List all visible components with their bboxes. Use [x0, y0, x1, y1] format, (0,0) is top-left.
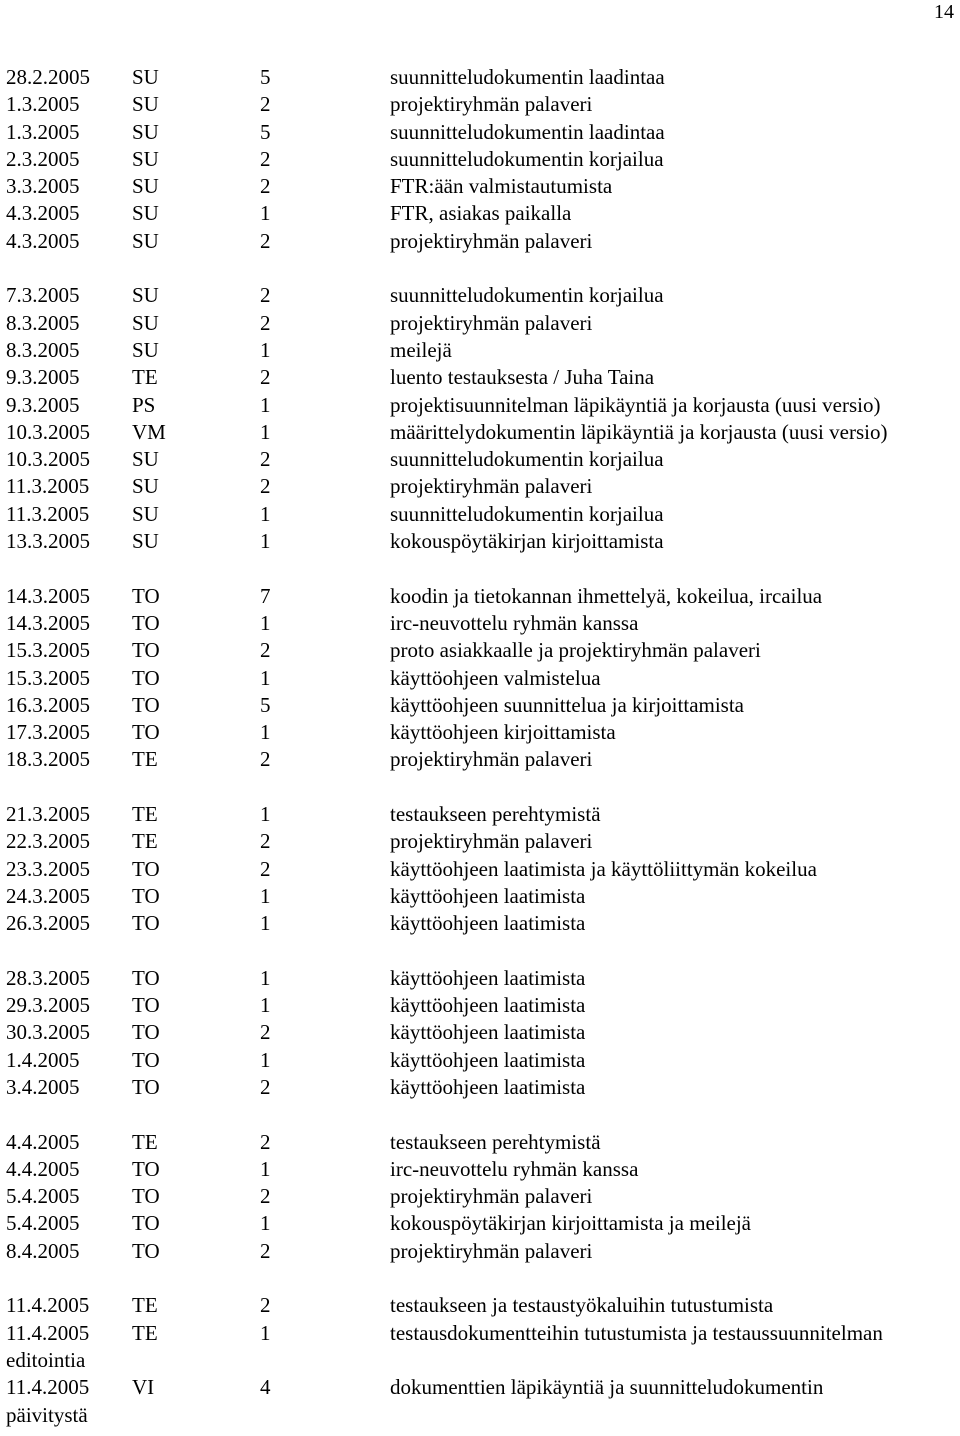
entry-hours: 1 [260, 1047, 271, 1072]
log-entry [6, 282, 956, 309]
log-entry [6, 856, 956, 883]
entry-date: 11.3.2005 [6, 474, 90, 499]
entry-code: TO [132, 638, 160, 663]
entry-code: SU [132, 501, 159, 526]
entry-task: testaukseen ja testaustyökaluihin tutustumista [390, 1293, 774, 1318]
entry-date: 2.3.2005 [6, 146, 80, 171]
entry-hours: 1 [260, 1156, 271, 1181]
entry-date: 1.4.2005 [6, 1047, 80, 1072]
entry-task: projektiryhmän palaveri [390, 310, 593, 335]
log-entry [6, 392, 956, 419]
entry-code: VI [132, 1375, 155, 1400]
entry-task: suunnitteludokumentin laadintaa [390, 119, 665, 144]
log-entry [6, 337, 956, 364]
entry-code: TE [132, 1293, 158, 1318]
log-entry [6, 692, 956, 719]
log-entry [6, 1374, 956, 1429]
log-entry [6, 583, 956, 610]
entry-task: käyttöohjeen laatimista [390, 883, 586, 908]
entry-task: projektiryhmän palaveri [390, 228, 593, 253]
log-entry [6, 1156, 956, 1183]
entry-task: koodin ja tietokannan ihmettelyä, kokeilua, ircailua [390, 583, 823, 608]
log-entry [6, 1019, 956, 1046]
entry-task: meilejä [390, 337, 452, 362]
entry-task: FTR, asiakas paikalla [390, 201, 572, 226]
entry-hours: 5 [260, 692, 271, 717]
page-number: 14 [934, 1, 954, 23]
entry-date: 3.3.2005 [6, 174, 80, 199]
entry-hours: 1 [260, 720, 271, 745]
entry-code: SU [132, 65, 159, 89]
entry-task-continuation: päivitystä [6, 1402, 88, 1427]
entry-date: 11.4.2005 [6, 1375, 90, 1400]
entry-date: 28.2.2005 [6, 65, 90, 89]
log-entry [6, 1238, 956, 1265]
entry-task: irc-neuvottelu ryhmän kanssa [390, 1156, 639, 1181]
entry-date: 4.3.2005 [6, 201, 80, 226]
entry-code: TO [132, 1184, 160, 1209]
entry-code: SU [132, 283, 159, 308]
entry-hours: 2 [260, 92, 271, 117]
entry-task: proto asiakkaalle ja projektiryhmän palaveri [390, 638, 761, 663]
entry-date: 15.3.2005 [6, 638, 90, 663]
entry-code: TO [132, 1074, 160, 1099]
entry-task: käyttöohjeen laatimista [390, 911, 586, 936]
entry-date: 24.3.2005 [6, 883, 90, 908]
entry-hours: 2 [260, 747, 271, 772]
entry-date: 16.3.2005 [6, 692, 90, 717]
entry-code: TE [132, 1129, 158, 1154]
log-entry [6, 501, 956, 528]
entry-date: 1.3.2005 [6, 119, 80, 144]
entry-hours: 1 [260, 337, 271, 362]
log-entry [6, 1292, 956, 1319]
entry-task: käyttöohjeen suunnittelua ja kirjoittamista [390, 692, 745, 717]
entry-code: TO [132, 856, 160, 881]
log-entry [6, 64, 956, 91]
entry-date: 13.3.2005 [6, 529, 90, 554]
entry-code: TO [132, 965, 160, 990]
entry-date: 8.3.2005 [6, 310, 80, 335]
log-entry [6, 419, 956, 446]
entry-code: TO [132, 883, 160, 908]
entry-date: 30.3.2005 [6, 1020, 90, 1045]
entry-task: käyttöohjeen laatimista [390, 965, 586, 990]
entry-code: TO [132, 665, 160, 690]
entry-task: käyttöohjeen laatimista ja käyttöliittymän kokeilua [390, 856, 817, 881]
entry-date: 14.3.2005 [6, 583, 90, 608]
log-entry [6, 146, 956, 173]
log-entry [6, 119, 956, 146]
entry-date: 28.3.2005 [6, 965, 90, 990]
entry-date: 9.3.2005 [6, 365, 80, 390]
log-entry [6, 91, 956, 118]
log-entry [6, 637, 956, 664]
entry-date: 18.3.2005 [6, 747, 90, 772]
entry-task: dokumenttien läpikäyntiä ja suunnitteludokumentin [390, 1375, 824, 1400]
entry-code: SU [132, 529, 159, 554]
log-entry [6, 200, 956, 227]
entry-code: TO [132, 692, 160, 717]
entry-hours: 2 [260, 365, 271, 390]
entry-hours: 2 [260, 1293, 271, 1318]
entry-date: 7.3.2005 [6, 283, 80, 308]
entry-date: 14.3.2005 [6, 610, 90, 635]
entry-task-continuation: editointia [6, 1347, 86, 1372]
entry-task: suunnitteludokumentin korjailua [390, 501, 664, 526]
entry-hours: 2 [260, 1074, 271, 1099]
entry-task: käyttöohjeen laatimista [390, 1047, 586, 1072]
entry-code: TE [132, 365, 158, 390]
entry-task: projektisuunnitelman läpikäyntiä ja korjausta (uusi versio) [390, 392, 881, 417]
entry-task: irc-neuvottelu ryhmän kanssa [390, 610, 639, 635]
entry-task: käyttöohjeen valmistelua [390, 665, 601, 690]
entry-hours: 1 [260, 665, 271, 690]
entry-code: SU [132, 174, 159, 199]
entry-hours: 2 [260, 174, 271, 199]
log-entry [6, 473, 956, 500]
entry-task: projektiryhmän palaveri [390, 747, 593, 772]
entry-hours: 1 [260, 1211, 271, 1236]
entry-date: 29.3.2005 [6, 993, 90, 1018]
entry-code: TO [132, 720, 160, 745]
entry-hours: 2 [260, 856, 271, 881]
entry-date: 15.3.2005 [6, 665, 90, 690]
log-entry [6, 310, 956, 337]
entry-hours: 1 [260, 883, 271, 908]
entry-hours: 2 [260, 447, 271, 472]
entry-date: 4.4.2005 [6, 1129, 80, 1154]
entry-code: TO [132, 993, 160, 1018]
log-entry [6, 1210, 956, 1237]
log-entry [6, 1320, 956, 1375]
entry-hours: 1 [260, 802, 271, 827]
log-entry [6, 801, 956, 828]
log-entry [6, 965, 956, 992]
entry-code: SU [132, 119, 159, 144]
entry-date: 3.4.2005 [6, 1074, 80, 1099]
entry-code: TE [132, 802, 158, 827]
entry-date: 8.3.2005 [6, 337, 80, 362]
entry-date: 8.4.2005 [6, 1238, 80, 1263]
entry-code: TO [132, 911, 160, 936]
entry-task: käyttöohjeen laatimista [390, 1020, 586, 1045]
entry-hours: 1 [260, 201, 271, 226]
entry-task: testaukseen perehtymistä [390, 802, 601, 827]
entry-date: 23.3.2005 [6, 856, 90, 881]
entry-date: 26.3.2005 [6, 911, 90, 936]
entry-code: PS [132, 392, 156, 417]
entry-task: käyttöohjeen laatimista [390, 993, 586, 1018]
entry-task: FTR:ään valmistautumista [390, 174, 613, 199]
entry-code: SU [132, 447, 159, 472]
entry-task: suunnitteludokumentin korjailua [390, 146, 664, 171]
log-entry [6, 883, 956, 910]
log-entry [6, 446, 956, 473]
entry-task: kokouspöytäkirjan kirjoittamista ja meilejä [390, 1211, 751, 1236]
entry-hours: 1 [260, 911, 271, 936]
entry-hours: 1 [260, 419, 271, 444]
entry-date: 4.3.2005 [6, 228, 80, 253]
log-entry [6, 1183, 956, 1210]
log-entry [6, 173, 956, 200]
entry-hours: 2 [260, 1129, 271, 1154]
entry-code: TO [132, 1211, 160, 1236]
entry-hours: 7 [260, 583, 271, 608]
entry-hours: 2 [260, 474, 271, 499]
entry-date: 11.4.2005 [6, 1320, 90, 1345]
entry-code: SU [132, 228, 159, 253]
entry-code: TO [132, 583, 160, 608]
entry-task: testaukseen perehtymistä [390, 1129, 601, 1154]
entry-task: projektiryhmän palaveri [390, 474, 593, 499]
entry-code: SU [132, 310, 159, 335]
entry-task: projektiryhmän palaveri [390, 1238, 593, 1263]
log-entry [6, 610, 956, 637]
entry-date: 10.3.2005 [6, 447, 90, 472]
entry-task: testausdokumentteihin tutustumista ja testaussuunnitelman [390, 1320, 883, 1345]
entry-task: suunnitteludokumentin korjailua [390, 283, 664, 308]
entry-hours: 2 [260, 638, 271, 663]
entry-task: luento testauksesta / Juha Taina [390, 365, 655, 390]
entry-date: 11.4.2005 [6, 1293, 90, 1318]
entry-hours: 2 [260, 146, 271, 171]
entry-task: käyttöohjeen laatimista [390, 1074, 586, 1099]
entry-hours: 2 [260, 283, 271, 308]
entry-date: 10.3.2005 [6, 419, 90, 444]
entry-hours: 1 [260, 392, 271, 417]
entry-hours: 1 [260, 1320, 271, 1345]
entry-code: TE [132, 829, 158, 854]
log-entry [6, 992, 956, 1019]
entry-hours: 2 [260, 1238, 271, 1263]
entry-date: 1.3.2005 [6, 92, 80, 117]
entry-task: käyttöohjeen kirjoittamista [390, 720, 616, 745]
entry-hours: 1 [260, 529, 271, 554]
entry-hours: 1 [260, 965, 271, 990]
entry-code: TO [132, 1238, 160, 1263]
log-entry [6, 719, 956, 746]
entry-hours: 1 [260, 501, 271, 526]
entry-code: SU [132, 474, 159, 499]
entry-code: TE [132, 747, 158, 772]
entry-task: suunnitteludokumentin laadintaa [390, 65, 665, 89]
log-entry [6, 665, 956, 692]
log-entry [6, 228, 956, 255]
entry-hours: 1 [260, 610, 271, 635]
entry-date: 5.4.2005 [6, 1184, 80, 1209]
entry-code: SU [132, 92, 159, 117]
entry-date: 22.3.2005 [6, 829, 90, 854]
entry-date: 11.3.2005 [6, 501, 90, 526]
entry-code: TO [132, 1047, 160, 1072]
entry-task: projektiryhmän palaveri [390, 1184, 593, 1209]
entry-code: SU [132, 146, 159, 171]
entry-date: 9.3.2005 [6, 392, 80, 417]
entry-hours: 1 [260, 993, 271, 1018]
log-entry [6, 528, 956, 555]
entry-hours: 5 [260, 119, 271, 144]
entry-code: TO [132, 610, 160, 635]
log-entry [6, 364, 956, 391]
entry-hours: 2 [260, 829, 271, 854]
entry-task: projektiryhmän palaveri [390, 92, 593, 117]
entry-date: 21.3.2005 [6, 802, 90, 827]
entry-code: TO [132, 1020, 160, 1045]
entry-task: projektiryhmän palaveri [390, 829, 593, 854]
log-entry [6, 746, 956, 773]
entry-hours: 2 [260, 1020, 271, 1045]
entry-hours: 2 [260, 310, 271, 335]
log-entry [6, 910, 956, 937]
log-entry [6, 1074, 956, 1101]
entry-code: SU [132, 201, 159, 226]
log-entry [6, 1129, 956, 1156]
log-entry [6, 1047, 956, 1074]
entry-date: 5.4.2005 [6, 1211, 80, 1236]
entry-task: suunnitteludokumentin korjailua [390, 447, 664, 472]
entry-task: kokouspöytäkirjan kirjoittamista [390, 529, 664, 554]
entry-code: SU [132, 337, 159, 362]
entry-task: määrittelydokumentin läpikäyntiä ja korjausta (uusi versio) [390, 419, 888, 444]
entry-date: 17.3.2005 [6, 720, 90, 745]
entry-code: TO [132, 1156, 160, 1181]
entry-code: VM [132, 419, 166, 444]
entry-code: TE [132, 1320, 158, 1345]
entry-hours: 2 [260, 1184, 271, 1209]
entry-date: 4.4.2005 [6, 1156, 80, 1181]
entry-hours: 2 [260, 228, 271, 253]
entry-hours: 5 [260, 65, 271, 89]
work-log [6, 64, 956, 1429]
log-entry [6, 828, 956, 855]
entry-hours: 4 [260, 1375, 271, 1400]
